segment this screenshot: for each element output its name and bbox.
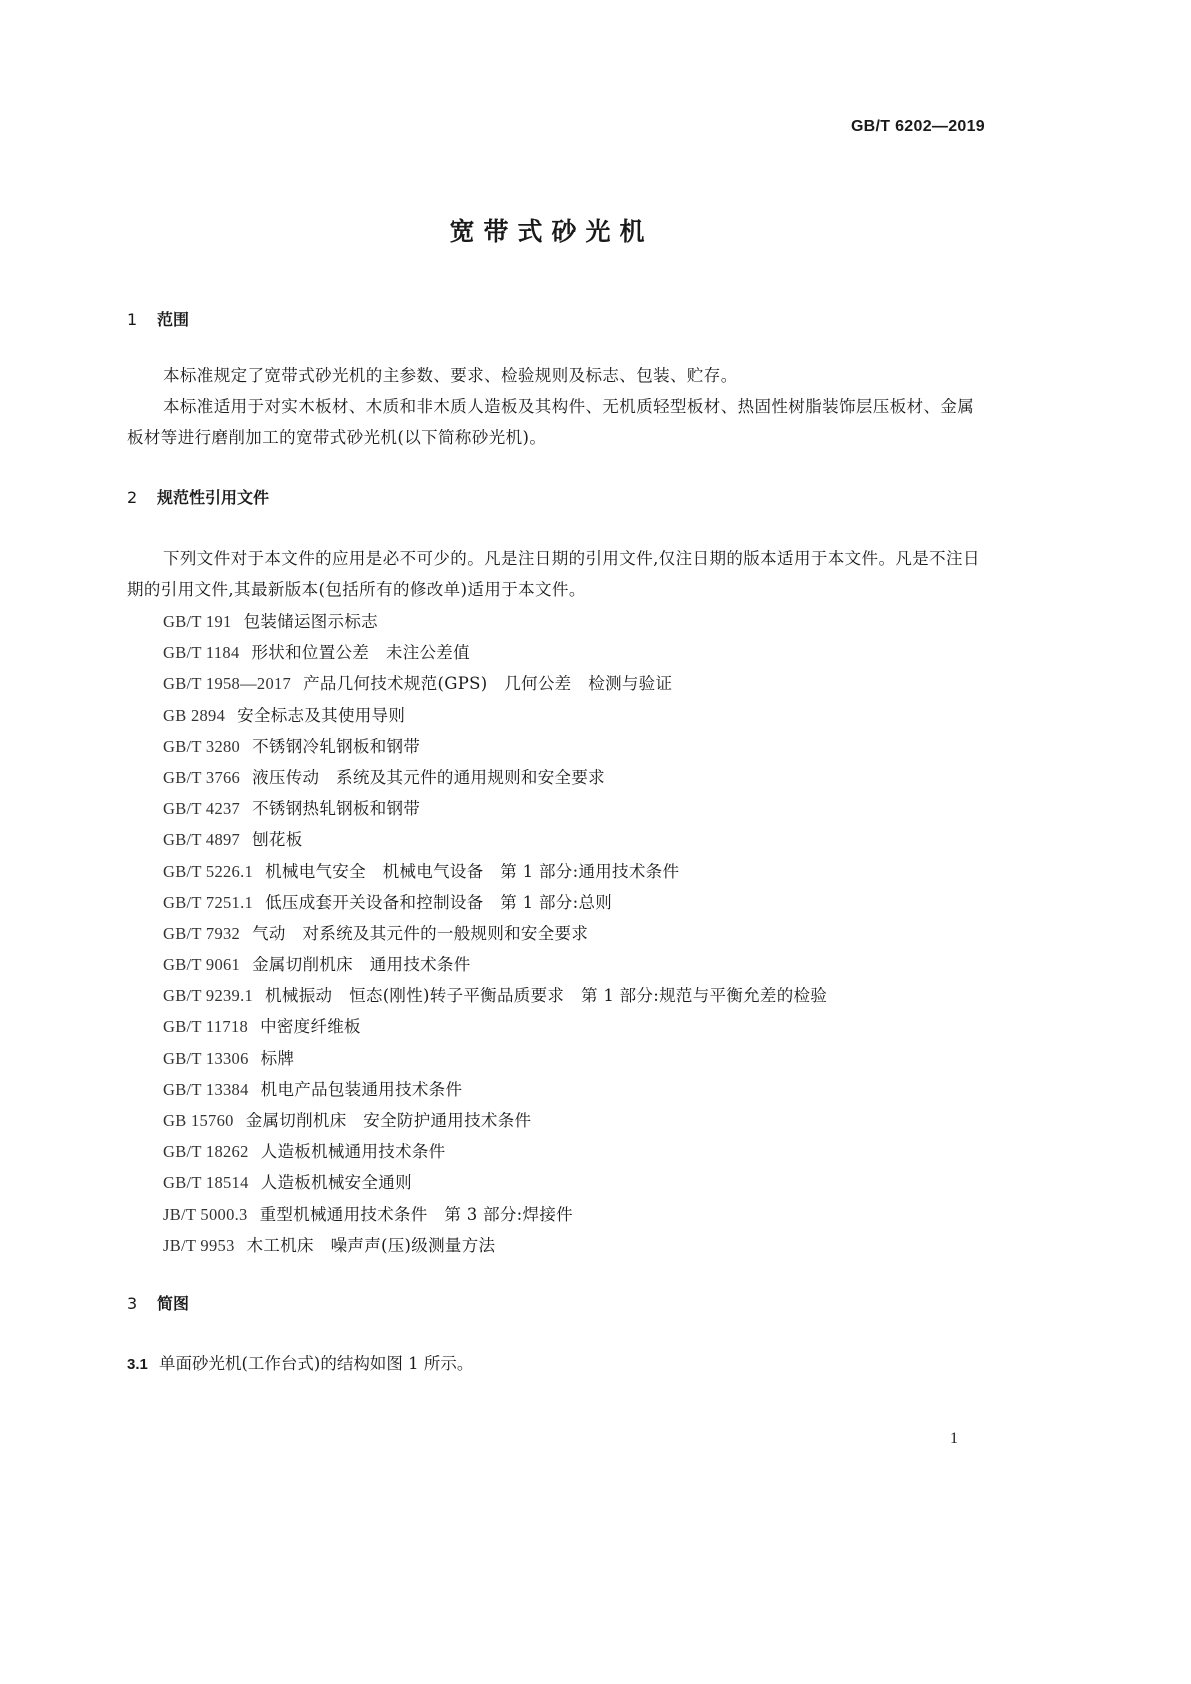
- section-1-paragraph-2: 本标准适用于对实木板材、木质和非木质人造板及其构件、无机质轻型板材、热固性树脂装饰层压板材、金属板材等进行磨削加工的宽带式砂光机(以下简称砂光机)。: [127, 397, 975, 447]
- reference-code: GB/T 4237: [163, 799, 241, 819]
- reference-title: 刨花板: [252, 830, 303, 850]
- reference-title: 木工机床 噪声声(压)级测量方法: [246, 1235, 496, 1255]
- reference-code: GB/T 3280: [163, 736, 241, 756]
- reference-item: [163, 980, 827, 1011]
- reference-item: [163, 1105, 827, 1136]
- section-3-number: 3: [127, 1294, 138, 1313]
- reference-item: [163, 700, 827, 731]
- reference-code: GB/T 13306: [163, 1048, 249, 1068]
- reference-title: 气动 对系统及其元件的一般规则和安全要求: [252, 923, 589, 943]
- reference-code: GB/T 7932: [163, 923, 241, 943]
- reference-item: [163, 1074, 827, 1105]
- reference-item: [163, 793, 827, 824]
- section-2-heading: [127, 488, 269, 508]
- reference-title: 机械电气安全 机械电气设备 第 1 部分:通用技术条件: [265, 861, 680, 881]
- reference-title: 不锈钢热轧钢板和钢带: [252, 799, 421, 819]
- section-1-number: 1: [127, 310, 138, 329]
- reference-code: GB/T 11718: [163, 1017, 249, 1037]
- reference-code: GB/T 191: [163, 612, 232, 631]
- reference-item: [163, 856, 827, 887]
- reference-item: [163, 668, 827, 699]
- section-3-title: 简图: [157, 1294, 190, 1313]
- reference-code: GB/T 7251.1: [163, 892, 254, 912]
- page-number: 1: [950, 1430, 958, 1447]
- reference-code: GB/T 18262: [163, 1142, 249, 1162]
- reference-title: 包装储运图示标志: [243, 612, 378, 631]
- reference-item: [163, 1136, 827, 1167]
- reference-item: [163, 1199, 827, 1230]
- section-1-paragraph-1: 本标准规定了宽带式砂光机的主参数、要求、检验规则及标志、包装、贮存。: [163, 366, 738, 385]
- reference-item: [163, 762, 827, 793]
- reference-title: 中密度纤维板: [260, 1017, 361, 1037]
- reference-title: 金属切削机床 安全防护通用技术条件: [245, 1111, 532, 1130]
- reference-title: 低压成套开关设备和控制设备 第 1 部分:总则: [265, 892, 613, 912]
- reference-code: GB 2894: [163, 705, 226, 725]
- reference-title: 标牌: [260, 1048, 295, 1068]
- reference-title: 不锈钢冷轧钢板和钢带: [252, 736, 421, 756]
- reference-title: 重型机械通用技术条件 第 3 部分:焊接件: [259, 1204, 573, 1224]
- reference-code: GB/T 3766: [163, 767, 241, 787]
- reference-code: GB/T 5226.1: [163, 861, 254, 881]
- reference-list: [163, 606, 827, 1261]
- section-2-number: 2: [127, 488, 138, 507]
- reference-code: JB/T 9953: [163, 1235, 235, 1255]
- reference-item: [163, 1011, 827, 1042]
- reference-title: 机械振动 恒态(刚性)转子平衡品质要求 第 1 部分:规范与平衡允差的检验: [265, 986, 828, 1006]
- reference-code: GB/T 4897: [163, 830, 241, 850]
- reference-item: [163, 824, 827, 855]
- clause-3-1: [127, 1352, 473, 1377]
- clause-text: 单面砂光机(工作台式)的结构如图 1 所示。: [159, 1354, 474, 1373]
- section-2-intro: 下列文件对于本文件的应用是必不可少的。凡是注日期的引用文件,仅注日期的版本适用于本文件。凡是不注日期的引用文件,其最新版本(包括所有的修改单)适用于本文件。: [127, 549, 980, 599]
- reference-item: [163, 606, 827, 637]
- clause-number: 3.1: [127, 1356, 148, 1373]
- reference-code: GB/T 18514: [163, 1173, 249, 1193]
- reference-item: [163, 637, 827, 668]
- reference-title: 人造板机械通用技术条件: [260, 1142, 446, 1162]
- standard-code: GB/T 6202—2019: [850, 118, 985, 135]
- reference-item: [163, 918, 827, 949]
- reference-code: GB/T 9239.1: [163, 986, 254, 1006]
- reference-title: 液压传动 系统及其元件的通用规则和安全要求: [252, 767, 605, 787]
- reference-code: GB/T 1958—2017: [163, 674, 292, 694]
- reference-title: 形状和位置公差 未注公差值: [251, 643, 470, 663]
- section-1-heading: [127, 310, 189, 330]
- reference-item: [163, 1043, 827, 1074]
- reference-item: [163, 887, 827, 918]
- section-1-title: 范围: [157, 310, 190, 329]
- reference-item: [163, 1167, 827, 1198]
- reference-code: GB/T 9061: [163, 955, 241, 975]
- reference-code: GB/T 13384: [163, 1079, 249, 1099]
- reference-title: 金属切削机床 通用技术条件: [252, 955, 471, 975]
- section-2-title: 规范性引用文件: [157, 488, 270, 507]
- reference-code: JB/T 5000.3: [163, 1204, 248, 1224]
- reference-code: GB/T 1184: [163, 643, 240, 663]
- reference-title: 安全标志及其使用导则: [237, 705, 406, 725]
- reference-title: 产品几何技术规范(GPS) 几何公差 检测与验证: [303, 674, 673, 694]
- reference-item: [163, 731, 827, 762]
- reference-title: 人造板机械安全通则: [260, 1173, 412, 1193]
- reference-code: GB 15760: [163, 1111, 234, 1130]
- reference-item: [163, 1230, 827, 1261]
- section-3-heading: [127, 1294, 189, 1314]
- reference-item: [163, 949, 827, 980]
- reference-title: 机电产品包装通用技术条件: [260, 1079, 463, 1099]
- document-title: 宽带式砂光机: [449, 217, 654, 246]
